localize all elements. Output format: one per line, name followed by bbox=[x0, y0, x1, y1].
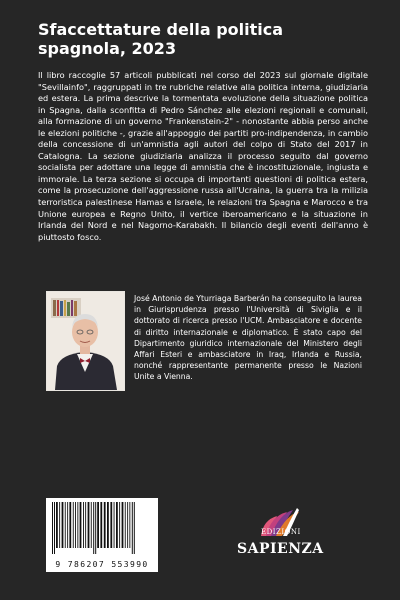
barcode-bar bbox=[83, 502, 84, 548]
barcode-bar bbox=[119, 502, 120, 548]
barcode-bar bbox=[59, 502, 60, 548]
barcode-bar bbox=[52, 502, 53, 554]
author-portrait-illustration bbox=[47, 292, 124, 390]
barcode-bar bbox=[107, 502, 109, 548]
barcode-bar bbox=[91, 502, 92, 548]
publisher-name: SAPIENZA bbox=[237, 541, 324, 557]
barcode-bar bbox=[56, 502, 58, 548]
publisher-logo bbox=[233, 506, 333, 568]
barcode-bar bbox=[100, 502, 102, 548]
barcode-bar bbox=[69, 502, 71, 548]
barcode-bar bbox=[67, 502, 68, 548]
barcode-bar bbox=[93, 502, 94, 554]
barcode-bar bbox=[77, 502, 78, 548]
barcode-bar bbox=[65, 502, 66, 548]
barcode-bar bbox=[104, 502, 106, 548]
barcode-bar bbox=[134, 502, 135, 554]
publisher-label-top: EDIZIONI bbox=[261, 528, 301, 536]
author-biography: José Antonio de Yturriaga Barberán ha conseguito la laurea in Giurisprudenza presso l'Università di Siviglia e il dottorato di ricerca presso l'UCM. Ambasciatore e docente di diritto internazionale e diplomatico. È stato capo del Dipartimento giuridico internazionale del Ministero degli Affari Esteri e ambasciatore in Iraq, Irlanda e Russia, nonché rappresentante permanente presso le Nazioni Unite a Vienna. bbox=[134, 294, 362, 382]
barcode-bar bbox=[73, 502, 74, 548]
isbn-number: 9 786207 553990 bbox=[55, 560, 149, 569]
book-title: Sfaccettature della politica spagnola, 2023 bbox=[38, 20, 284, 58]
author-photo bbox=[46, 291, 125, 391]
barcode-bar bbox=[116, 502, 118, 548]
barcode-bar bbox=[97, 502, 99, 548]
barcode-bar bbox=[80, 502, 82, 548]
barcode-bar bbox=[127, 502, 128, 548]
barcode-bar bbox=[88, 502, 90, 548]
barcode-bar bbox=[129, 502, 130, 548]
barcode-bar bbox=[54, 502, 55, 554]
barcode-bar bbox=[122, 502, 124, 548]
barcode-bar bbox=[85, 502, 86, 548]
isbn-barcode bbox=[46, 498, 158, 572]
barcode-bar bbox=[75, 502, 76, 548]
barcode-bar bbox=[62, 502, 64, 548]
book-description: Il libro raccoglie 57 articoli pubblicati nel corso del 2023 sul giornale digitale "Sevillainfo", raggruppati in tre rubriche relative alla politica interna, giudiziaria ed estera. La prima descrive la tormentata evoluzione della situazione politica in Spagna, dalla sconfitta di Pedro Sánchez alle elezioni regionali e comunali, alla formazione di un governo "Frankenstein-2" - nonostante abbia perso anche le elezioni politiche -, grazie all'appoggio dei partiti pro-indipendenza, in cambio della concessione di un'amnistia agli autori del colpo di Stato del 2017 in Catalogna. La sezione giudiziaria analizza il processo seguito dal governo socialista per adottare una legge di amnistia che è incostituzionale, ingiusta e immorale. La terza sezione si occupa di importanti questioni di politica estera, come la prosecuzione dell'aggressione russa all'Ucraina, la guerra tra la milizia terroristica palestinese Hamas e Israele, le relazioni tra Spagna e Marocco e tra Unione europea e Regno Unito, il vertice iberoamericano e la situazione in Irlanda del Nord e nel Nagorno-Karabakh. Il bilancio degli eventi dell'anno è piuttosto fosco. bbox=[38, 70, 368, 242]
barcode-bar bbox=[110, 502, 112, 548]
barcode-bar bbox=[132, 502, 133, 554]
barcode-bars bbox=[46, 498, 158, 558]
barcode-bar bbox=[114, 502, 115, 548]
barcode-bar bbox=[125, 502, 126, 548]
barcode-bar bbox=[95, 502, 96, 554]
